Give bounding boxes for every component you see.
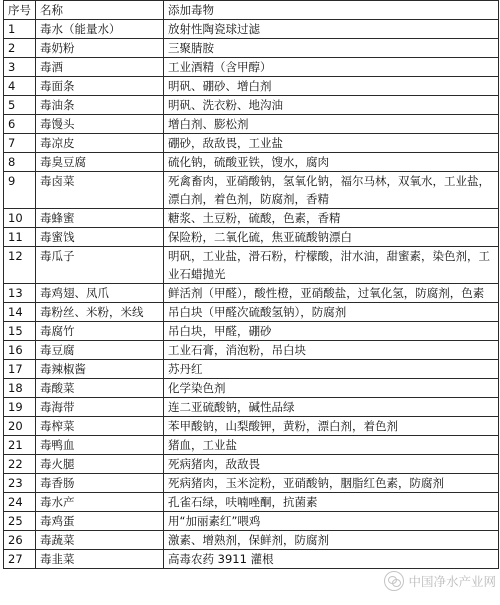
toxic-food-table — [3, 0, 499, 569]
cell-additive: 用“加丽素红”喂鸡 — [164, 512, 499, 531]
watermark — [384, 571, 496, 591]
cell-additive: 猪血，工业盐 — [164, 436, 499, 455]
additive-table-container — [3, 0, 498, 569]
cell-name: 毒海带 — [36, 398, 164, 417]
cell-name: 毒粉丝、米粉，米线 — [36, 303, 164, 322]
cell-name: 毒奶粉 — [36, 39, 164, 58]
cell-name: 毒鸭血 — [36, 436, 164, 455]
wechat-logo-icon — [384, 571, 404, 591]
table-row — [4, 379, 499, 398]
cell-no: 25 — [4, 512, 36, 531]
cell-no: 10 — [4, 209, 36, 228]
cell-no: 8 — [4, 153, 36, 172]
cell-additive: 苯甲酸钠，山梨酸钾，黄粉，漂白剂，着色剂 — [164, 417, 499, 436]
table-row — [4, 474, 499, 493]
table-row — [4, 550, 499, 569]
header-name: 名称 — [36, 1, 164, 20]
cell-additive: 死病猪肉，敌敌畏 — [164, 455, 499, 474]
cell-name: 毒酸菜 — [36, 379, 164, 398]
cell-no: 13 — [4, 284, 36, 303]
table-row — [4, 77, 499, 96]
cell-no: 2 — [4, 39, 36, 58]
cell-name: 毒油条 — [36, 96, 164, 115]
cell-additive: 连二亚硫酸钠，碱性品绿 — [164, 398, 499, 417]
cell-name: 毒蜂蜜 — [36, 209, 164, 228]
cell-name: 毒卤菜 — [36, 172, 164, 209]
cell-name: 毒水（能量水） — [36, 20, 164, 39]
cell-additive: 死禽畜肉，亚硝酸钠，氢氧化钠，福尔马林，双氧水，工业盐，漂白剂，着色剂，防腐剂，香精 — [164, 172, 499, 209]
cell-no: 20 — [4, 417, 36, 436]
header-additive: 添加毒物 — [164, 1, 499, 20]
cell-name: 毒馒头 — [36, 115, 164, 134]
table-row — [4, 284, 499, 303]
cell-no: 1 — [4, 20, 36, 39]
cell-additive: 苏丹红 — [164, 360, 499, 379]
table-row — [4, 417, 499, 436]
table-row — [4, 134, 499, 153]
table-header-row — [4, 1, 499, 20]
cell-no: 5 — [4, 96, 36, 115]
cell-additive: 激素、增熟剂，保鲜剂，防腐剂 — [164, 531, 499, 550]
cell-additive: 工业石膏，消泡粉，吊白块 — [164, 341, 499, 360]
table-row — [4, 172, 499, 209]
cell-name: 毒腐竹 — [36, 322, 164, 341]
table-row — [4, 436, 499, 455]
cell-name: 毒蜜饯 — [36, 228, 164, 247]
cell-name: 毒臭豆腐 — [36, 153, 164, 172]
cell-additive: 明矾、洗衣粉、地沟油 — [164, 96, 499, 115]
table-row — [4, 322, 499, 341]
cell-no: 12 — [4, 247, 36, 284]
cell-additive: 放射性陶瓷球过滤 — [164, 20, 499, 39]
table-row — [4, 115, 499, 134]
cell-additive: 增白剂、膨松剂 — [164, 115, 499, 134]
cell-additive: 明矾、硼砂、增白剂 — [164, 77, 499, 96]
table-row — [4, 341, 499, 360]
cell-name: 毒韭菜 — [36, 550, 164, 569]
cell-no: 21 — [4, 436, 36, 455]
cell-additive: 工业酒精（含甲醇） — [164, 58, 499, 77]
cell-additive: 化学染色剂 — [164, 379, 499, 398]
cell-no: 9 — [4, 172, 36, 209]
cell-no: 16 — [4, 341, 36, 360]
cell-additive: 糖浆、土豆粉，硫酸，色素，香精 — [164, 209, 499, 228]
table-row — [4, 455, 499, 474]
cell-no: 23 — [4, 474, 36, 493]
cell-no: 24 — [4, 493, 36, 512]
cell-name: 毒辣椒酱 — [36, 360, 164, 379]
cell-additive: 高毒农药 3911 灌根 — [164, 550, 499, 569]
table-row — [4, 228, 499, 247]
cell-additive: 孔雀石绿，呋喃唑酮，抗菌素 — [164, 493, 499, 512]
cell-no: 7 — [4, 134, 36, 153]
cell-no: 27 — [4, 550, 36, 569]
table-row — [4, 512, 499, 531]
cell-no: 4 — [4, 77, 36, 96]
table-row — [4, 493, 499, 512]
watermark-text: 中国净水产业网 — [408, 574, 496, 589]
header-no: 序号 — [4, 1, 36, 20]
table-row — [4, 20, 499, 39]
table-row — [4, 96, 499, 115]
table-row — [4, 303, 499, 322]
cell-no: 14 — [4, 303, 36, 322]
cell-no: 22 — [4, 455, 36, 474]
cell-no: 11 — [4, 228, 36, 247]
cell-additive: 吊白块（甲醛次硫酸氢钠），防腐剂 — [164, 303, 499, 322]
table-row — [4, 531, 499, 550]
table-row — [4, 247, 499, 284]
cell-name: 毒面条 — [36, 77, 164, 96]
cell-additive: 鲜活剂（甲醛），酸性橙，亚硝酸盐，过氧化氢，防腐剂，色素 — [164, 284, 499, 303]
cell-additive: 硼砂，敌敌畏，工业盐 — [164, 134, 499, 153]
cell-no: 6 — [4, 115, 36, 134]
cell-name: 毒火腿 — [36, 455, 164, 474]
cell-no: 15 — [4, 322, 36, 341]
cell-no: 19 — [4, 398, 36, 417]
table-row — [4, 398, 499, 417]
cell-no: 18 — [4, 379, 36, 398]
cell-additive: 硫化钠，硫酸亚铁，馊水，腐肉 — [164, 153, 499, 172]
table-body — [4, 20, 499, 569]
cell-name: 毒鸡蛋 — [36, 512, 164, 531]
cell-name: 毒榨菜 — [36, 417, 164, 436]
cell-no: 17 — [4, 360, 36, 379]
cell-name: 毒豆腐 — [36, 341, 164, 360]
cell-additive: 吊白块，甲醛，硼砂 — [164, 322, 499, 341]
cell-no: 3 — [4, 58, 36, 77]
table-row — [4, 39, 499, 58]
cell-additive: 保险粉，二氧化硫，焦亚硫酸钠漂白 — [164, 228, 499, 247]
cell-name: 毒酒 — [36, 58, 164, 77]
cell-additive: 死病猪肉，玉米淀粉，亚硝酸钠，胭脂红色素，防腐剂 — [164, 474, 499, 493]
table-row — [4, 209, 499, 228]
cell-additive: 明矾，工业盐，滑石粉，柠檬酸，泔水油，甜蜜素，染色剂，工业石蜡抛光 — [164, 247, 499, 284]
cell-name: 毒瓜子 — [36, 247, 164, 284]
cell-name: 毒水产 — [36, 493, 164, 512]
table-row — [4, 153, 499, 172]
table-row — [4, 360, 499, 379]
cell-no: 26 — [4, 531, 36, 550]
cell-name: 毒凉皮 — [36, 134, 164, 153]
table-row — [4, 58, 499, 77]
cell-additive: 三聚腈胺 — [164, 39, 499, 58]
cell-name: 毒鸡翅、凤爪 — [36, 284, 164, 303]
cell-name: 毒香肠 — [36, 474, 164, 493]
cell-name: 毒蔬菜 — [36, 531, 164, 550]
